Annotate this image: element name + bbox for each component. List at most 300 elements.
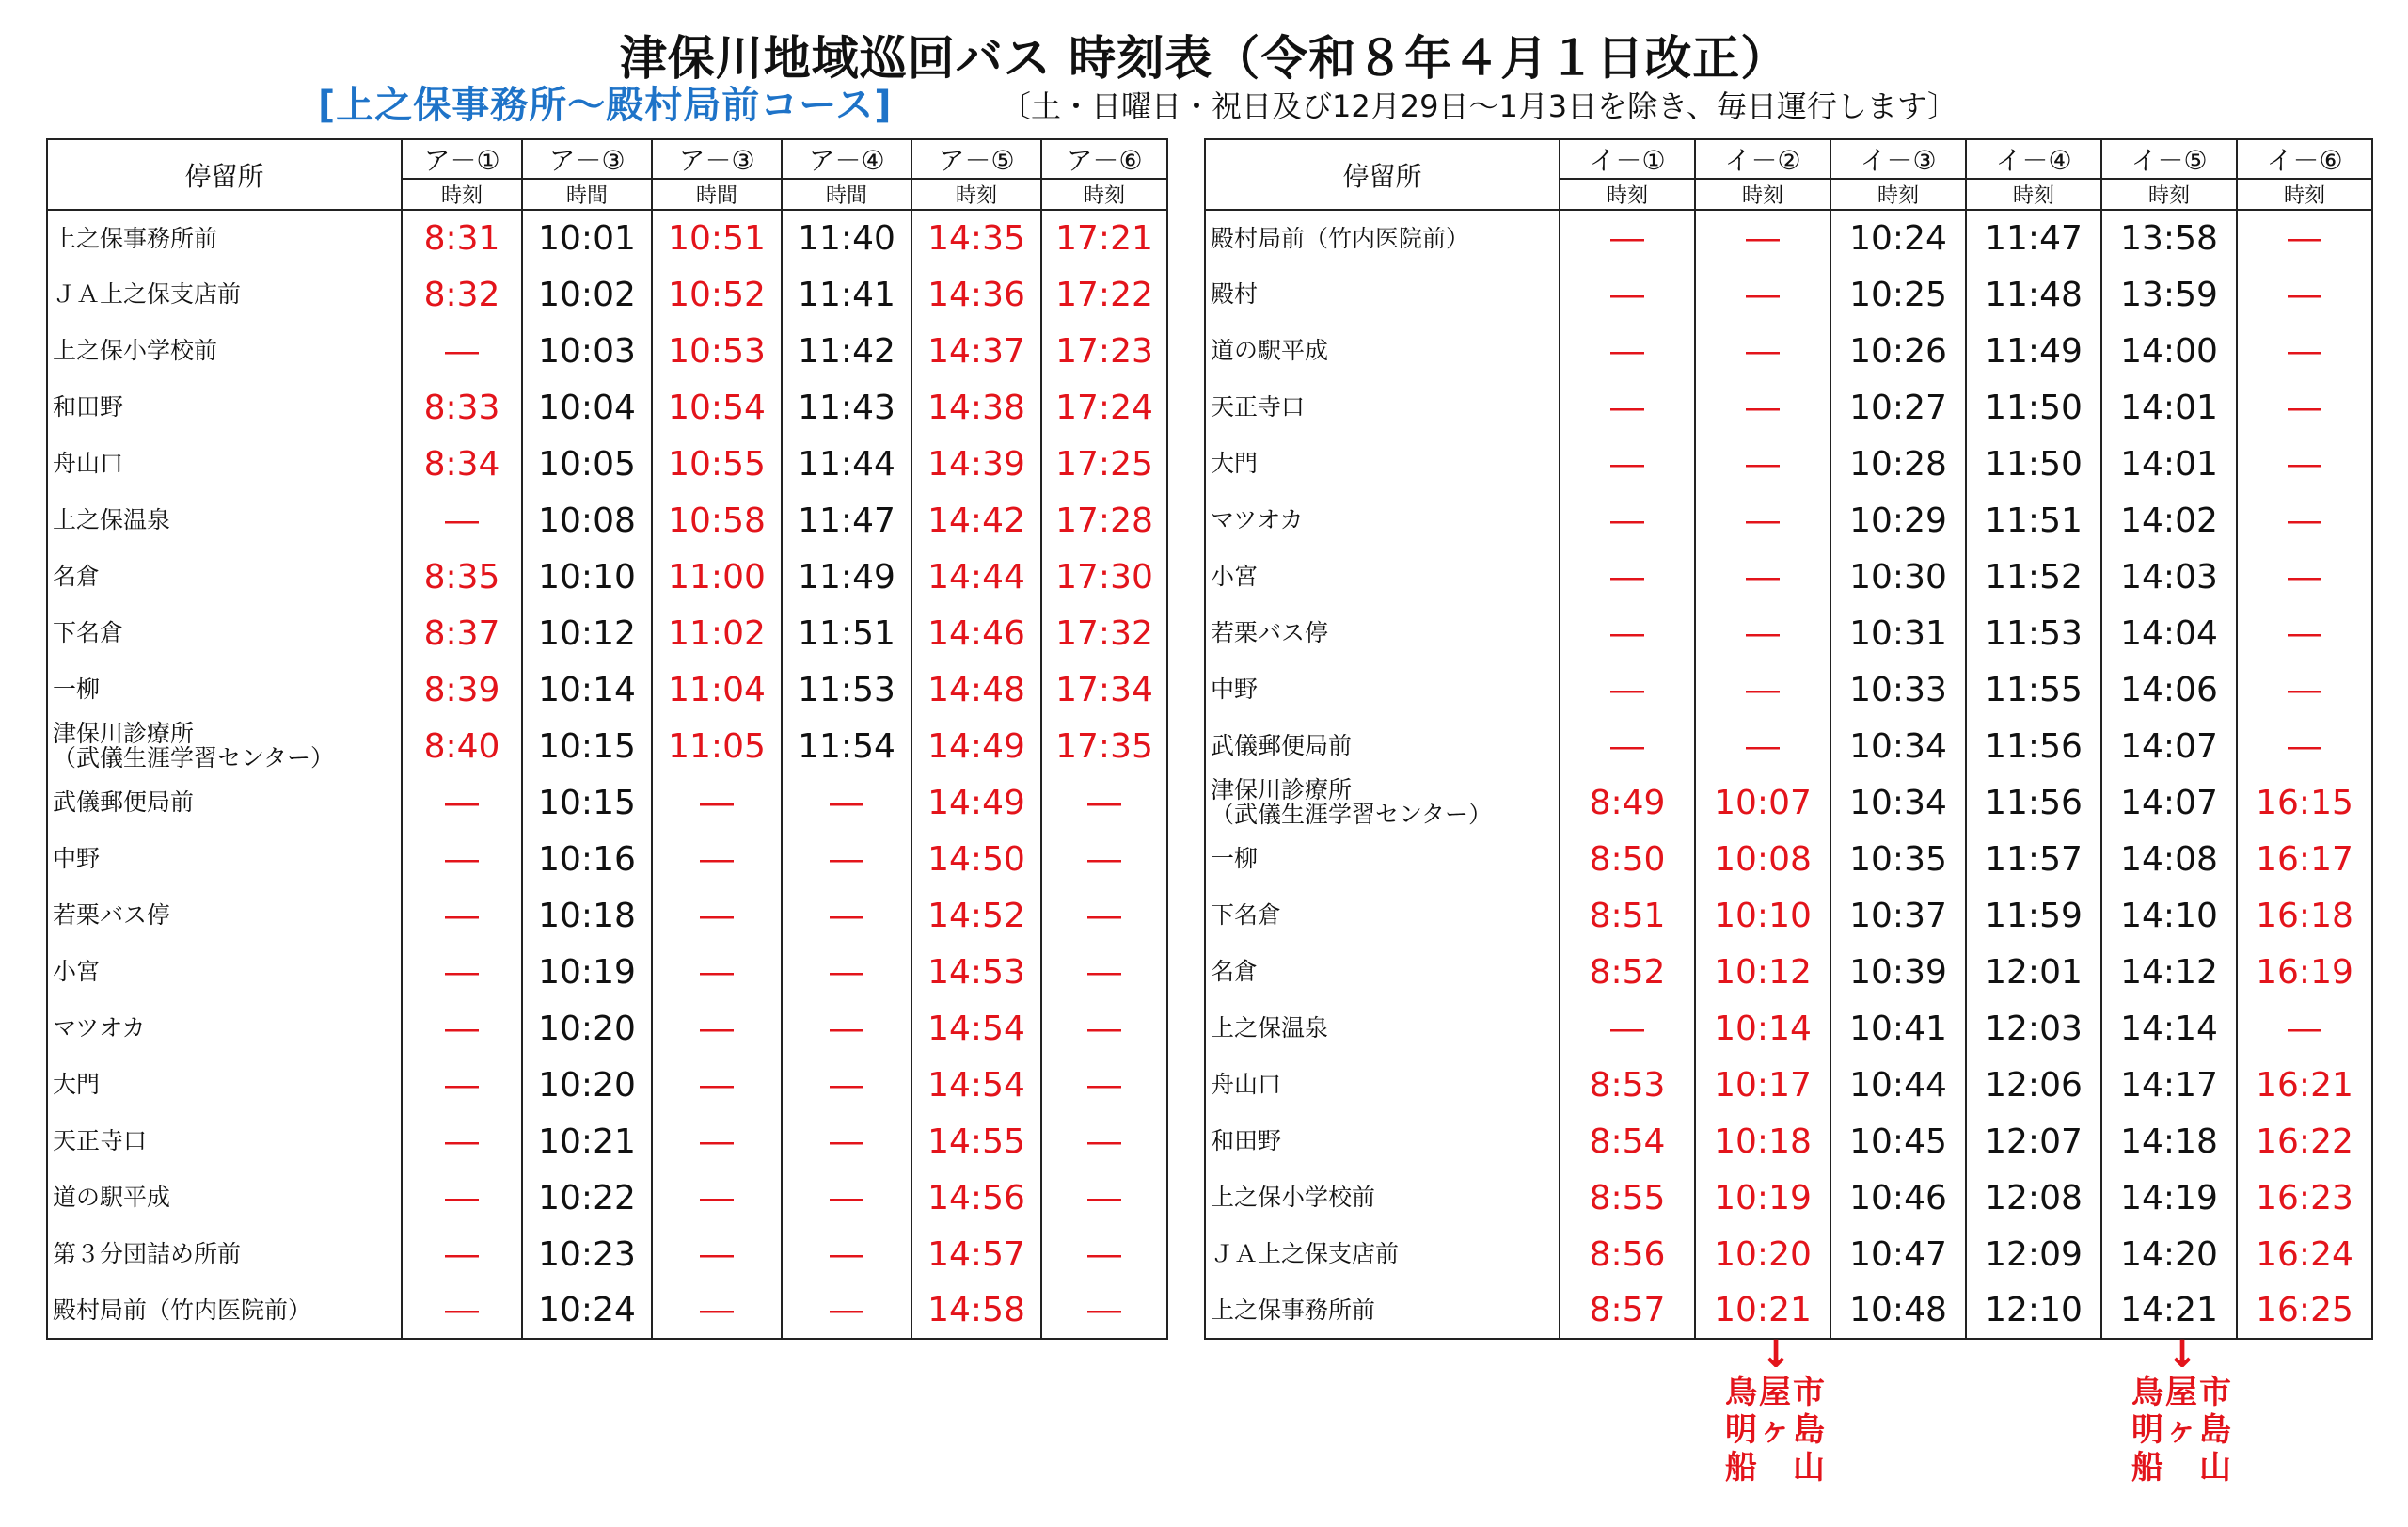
departure-time: 14:39 [911,436,1041,492]
departure-time: 14:35 [911,210,1041,266]
departure-time: ― [2237,323,2372,379]
timetable-row [1205,1282,2372,1339]
route-header: イ－① [1560,139,1695,179]
stop-name [1205,1226,1560,1282]
timetable-row [1205,944,2372,1000]
departure-time: ― [1041,831,1167,887]
departure-time: 10:23 [522,1226,652,1282]
departure-time: 14:21 [2101,1282,2237,1339]
departure-time: 11:55 [1966,661,2101,718]
stop-name-text: ＪＡ上之保支店前 [53,280,242,308]
timetable-row [1205,718,2372,774]
departure-time: 8:35 [402,549,522,605]
stop-name-text: 和田野 [53,393,124,421]
departure-time: 10:15 [522,718,652,774]
departure-time: 8:34 [402,436,522,492]
timetable-row [47,1113,1167,1169]
departure-time: 17:28 [1041,492,1167,549]
stop-name-text: 天正寺口 [53,1127,148,1154]
departure-time: 14:01 [2101,379,2237,436]
departure-time: 8:33 [402,379,522,436]
departure-time: 17:24 [1041,379,1167,436]
departure-time: 12:07 [1966,1113,2101,1169]
left-timetable [46,138,1168,1340]
stop-name-text: 舟山口 [53,450,124,477]
departure-time: ― [1695,718,1830,774]
departure-time: ― [1041,1226,1167,1282]
departure-time: 14:10 [2101,887,2237,944]
route-subheader: 時間 [522,179,652,210]
timetable-row [1205,436,2372,492]
departure-time: 8:49 [1560,774,1695,831]
departure-time: 8:32 [402,266,522,323]
departure-time: ― [1041,1169,1167,1226]
departure-time: ― [652,1169,782,1226]
departure-time: ― [402,1169,522,1226]
departure-time: 14:00 [2101,323,2237,379]
departure-time: ― [1695,436,1830,492]
departure-time: 17:35 [1041,718,1167,774]
departure-time: 10:04 [522,379,652,436]
departure-time: 10:58 [652,492,782,549]
departure-time: 14:55 [911,1113,1041,1169]
departure-time: ― [652,1057,782,1113]
stop-name-text: 上之保温泉 [53,506,171,533]
departure-time: ― [652,1226,782,1282]
departure-time: 8:37 [402,605,522,661]
departure-time: ― [652,1113,782,1169]
departure-time: ― [782,1000,911,1057]
stop-name-text: 一柳 [53,676,101,703]
departure-time: 8:40 [402,718,522,774]
timetable-row [1205,661,2372,718]
departure-time: 8:31 [402,210,522,266]
stop-name-text: 上之保事務所前 [1211,1296,1376,1324]
timetable-row [1205,1000,2372,1057]
departure-time: 11:49 [1966,323,2101,379]
route-header: イ－⑥ [2237,139,2372,179]
departure-time: 14:04 [2101,605,2237,661]
route-header: イ－⑤ [2101,139,2237,179]
departure-time: 14:07 [2101,718,2237,774]
stop-name-text: 下名倉 [53,619,124,646]
departure-time: 14:42 [911,492,1041,549]
stop-name-text: 名倉 [1211,958,1259,985]
route-subheader: 時刻 [1966,179,2101,210]
departure-time: ― [782,887,911,944]
departure-time: ― [1041,1000,1167,1057]
timetable-row [47,266,1167,323]
departure-time: ― [402,1282,522,1339]
departure-time: ― [2237,549,2372,605]
stop-name [1205,492,1560,549]
departure-time: 11:56 [1966,774,2101,831]
departure-time: 11:57 [1966,831,2101,887]
departure-time: 8:52 [1560,944,1695,1000]
departure-time: ― [2237,266,2372,323]
operation-note: 〔土・日曜日・祝日及び12月29日～1月3日を除き、毎日運行します〕 [1001,88,1957,124]
departure-time: 17:32 [1041,605,1167,661]
departure-time: 12:03 [1966,1000,2101,1057]
stop-name [1205,944,1560,1000]
departure-time: ― [2237,210,2372,266]
stop-name-text: ＪＡ上之保支店前 [1211,1240,1400,1267]
departure-time: 14:38 [911,379,1041,436]
stop-name [47,831,402,887]
stop-name [1205,661,1560,718]
route-subheader: 時刻 [1041,179,1167,210]
route-header: ア－⑤ [911,139,1041,179]
timetable-row [47,1282,1167,1339]
stop-name-text: 道の駅平成 [1211,337,1329,364]
stop-name [1205,1169,1560,1226]
departure-time: 8:54 [1560,1113,1695,1169]
timetable-row [1205,1226,2372,1282]
departure-time: ― [1041,1113,1167,1169]
departure-time: 11:52 [1966,549,2101,605]
stop-name-text: 武儀郵便局前 [53,788,195,816]
departure-time: 10:18 [1695,1113,1830,1169]
departure-time: 16:24 [2237,1226,2372,1282]
stop-name [1205,266,1560,323]
destination-note-i2 [1715,1333,1837,1487]
departure-time: 10:12 [1695,944,1830,1000]
departure-time: 14:18 [2101,1113,2237,1169]
stop-name-text: 上之保事務所前 [53,224,218,252]
departure-time: 10:24 [522,1282,652,1339]
timetable-row [1205,266,2372,323]
departure-time: 14:54 [911,1057,1041,1113]
departure-time: 10:15 [522,774,652,831]
stop-name-text: 名倉 [53,563,101,590]
departure-time: 11:04 [652,661,782,718]
stop-name [47,1000,402,1057]
stop-name [1205,605,1560,661]
departure-time: ― [402,944,522,1000]
departure-time: 8:57 [1560,1282,1695,1339]
timetable-row [47,661,1167,718]
departure-time: 10:03 [522,323,652,379]
departure-time: 10:14 [522,661,652,718]
departure-time: 14:03 [2101,549,2237,605]
departure-time: ― [1560,549,1695,605]
departure-time: 14:20 [2101,1226,2237,1282]
stop-name [1205,379,1560,436]
departure-time: 8:50 [1560,831,1695,887]
departure-time: ― [782,1113,911,1169]
departure-time: 10:10 [1695,887,1830,944]
route-subheader: 時刻 [1695,179,1830,210]
departure-time: 10:14 [1695,1000,1830,1057]
stop-name [47,1282,402,1339]
departure-time: 14:48 [911,661,1041,718]
stop-name-text: 大門 [1211,450,1259,477]
departure-time: ― [1695,323,1830,379]
stop-name [47,549,402,605]
departure-time: ― [1560,661,1695,718]
departure-time: 17:22 [1041,266,1167,323]
departure-time: 11:53 [1966,605,2101,661]
departure-time: ― [402,774,522,831]
stop-name [1205,718,1560,774]
departure-time: ― [2237,661,2372,718]
stop-name-text: 道の駅平成 [53,1184,171,1211]
stop-name-text: 中野 [1211,676,1259,703]
departure-time: ― [1560,436,1695,492]
departure-time: ― [402,1226,522,1282]
down-arrow-icon: ↓ [2166,1333,2198,1376]
route-header: イ－③ [1830,139,1966,179]
departure-time: ― [782,1226,911,1282]
departure-time: ― [1560,323,1695,379]
departure-time: 14:54 [911,1000,1041,1057]
stop-name-text: 大門 [53,1071,101,1098]
stop-name [47,887,402,944]
departure-time: 8:53 [1560,1057,1695,1113]
stop-name-text: 一柳 [1211,845,1259,872]
route-header: イ－② [1695,139,1830,179]
departure-time: 14:46 [911,605,1041,661]
timetable-row [1205,774,2372,831]
departure-time: 10:21 [522,1113,652,1169]
timetable-row [47,323,1167,379]
stop-name [1205,1282,1560,1339]
departure-time: ― [782,1169,911,1226]
departure-time: ― [1560,605,1695,661]
timetable-row [1205,492,2372,549]
destination-line: 船 山 [2131,1449,2233,1487]
departure-time: 14:06 [2101,661,2237,718]
departure-time: ― [2237,379,2372,436]
departure-time: 11:47 [1966,210,2101,266]
departure-time: 10:52 [652,266,782,323]
departure-time: 10:01 [522,210,652,266]
stop-name-text: 下名倉 [1211,901,1282,929]
stop-name-text: 第３分団詰め所前 [53,1240,242,1267]
departure-time: ― [1560,718,1695,774]
stop-name [1205,831,1560,887]
departure-time: 8:56 [1560,1226,1695,1282]
departure-time: ― [1695,661,1830,718]
destination-line: 船 山 [1725,1449,1827,1487]
departure-time: 11:54 [782,718,911,774]
stop-name [1205,549,1560,605]
departure-time: 10:28 [1830,436,1966,492]
timetable-row [47,549,1167,605]
departure-time: ― [782,831,911,887]
timetable-row [1205,549,2372,605]
departure-time: 12:06 [1966,1057,2101,1113]
departure-time: 10:34 [1830,718,1966,774]
departure-time: 10:18 [522,887,652,944]
departure-time: 10:10 [522,549,652,605]
departure-time: ― [402,492,522,549]
departure-time: ― [1695,266,1830,323]
stop-name [1205,774,1560,831]
departure-time: ― [402,1000,522,1057]
stop-name [47,718,402,774]
timetable-row [47,1226,1167,1282]
departure-time: 11:44 [782,436,911,492]
departure-time: ― [1041,944,1167,1000]
departure-time: 11:51 [782,605,911,661]
timetable-row [47,1169,1167,1226]
stop-name [47,379,402,436]
stop-name-text: 若栗バス停 [53,901,171,929]
timetable-row [47,436,1167,492]
departure-time: 11:00 [652,549,782,605]
stop-name [1205,323,1560,379]
departure-time: 10:20 [522,1057,652,1113]
stop-name [1205,210,1560,266]
destination-line: 鳥屋市 [2131,1374,2233,1411]
route-subheader: 時刻 [402,179,522,210]
timetable-row [1205,379,2372,436]
route-subheader: 時間 [782,179,911,210]
departure-time: 14:50 [911,831,1041,887]
departure-time: ― [1041,1057,1167,1113]
departure-time: 10:17 [1695,1057,1830,1113]
timetable-row [1205,605,2372,661]
departure-time: 14:19 [2101,1169,2237,1226]
departure-time: 13:59 [2101,266,2237,323]
departure-time: 17:34 [1041,661,1167,718]
timetable-row [47,774,1167,831]
departure-time: 12:08 [1966,1169,2101,1226]
stop-name [47,1113,402,1169]
departure-time: ― [782,1057,911,1113]
down-arrow-icon: ↓ [1760,1333,1792,1376]
departure-time: 10:20 [522,1000,652,1057]
timetable-row [1205,323,2372,379]
stop-name [47,492,402,549]
route-subheader: 時刻 [1830,179,1966,210]
departure-time: 11:42 [782,323,911,379]
departure-time: 11:59 [1966,887,2101,944]
departure-time: 11:49 [782,549,911,605]
departure-time: 8:55 [1560,1169,1695,1226]
destination-line: 鳥屋市 [1725,1374,1827,1411]
route-header: ア－① [402,139,522,179]
departure-time: 16:15 [2237,774,2372,831]
departure-time: ― [1041,887,1167,944]
timetable-row [47,887,1167,944]
stop-name-text: 舟山口 [1211,1071,1282,1098]
departure-time: ― [782,944,911,1000]
stop-name [47,210,402,266]
stop-name [47,1226,402,1282]
timetable-row [1205,1169,2372,1226]
timetable-row [47,1057,1167,1113]
departure-time: 11:56 [1966,718,2101,774]
stop-name [47,266,402,323]
departure-time: 11:48 [1966,266,2101,323]
departure-time: ― [652,831,782,887]
departure-time: 10:39 [1830,944,1966,1000]
departure-time: 11:50 [1966,436,2101,492]
departure-time: 16:22 [2237,1113,2372,1169]
departure-time: ― [2237,492,2372,549]
stop-name [47,661,402,718]
departure-time: 17:30 [1041,549,1167,605]
timetable-row [47,1000,1167,1057]
departure-time: 11:40 [782,210,911,266]
departure-time: 10:54 [652,379,782,436]
departure-time: ― [2237,718,2372,774]
stop-name-text: 天正寺口 [1211,393,1306,421]
stop-name-text: 上之保温泉 [1211,1014,1329,1042]
departure-time: 14:01 [2101,436,2237,492]
departure-time: 10:31 [1830,605,1966,661]
departure-time: 10:20 [1695,1226,1830,1282]
departure-time: 14:37 [911,323,1041,379]
departure-time: ― [1560,210,1695,266]
departure-time: 10:24 [1830,210,1966,266]
departure-time: 14:08 [2101,831,2237,887]
departure-time: 10:26 [1830,323,1966,379]
destination-line: 明ヶ島 [1725,1411,1827,1449]
departure-time: 14:52 [911,887,1041,944]
departure-time: ― [1041,774,1167,831]
route-subheader: 時刻 [1560,179,1695,210]
departure-time: 14:12 [2101,944,2237,1000]
departure-time: 10:47 [1830,1226,1966,1282]
departure-time: 16:17 [2237,831,2372,887]
departure-time: 10:48 [1830,1282,1966,1339]
departure-time: 8:51 [1560,887,1695,944]
departure-time: 16:21 [2237,1057,2372,1113]
stop-name-text: 若栗バス停 [1211,619,1329,646]
departure-time: 14:07 [2101,774,2237,831]
stop-name-text: 殿村局前（竹内医院前） [1211,224,1470,252]
stop-name-text: 殿村局前（竹内医院前） [53,1296,312,1324]
timetable-row [47,944,1167,1000]
departure-time: 12:01 [1966,944,2101,1000]
route-header: ア－③ [652,139,782,179]
departure-time: 10:08 [522,492,652,549]
departure-time: 10:05 [522,436,652,492]
departure-time: 17:23 [1041,323,1167,379]
departure-time: 10:08 [1695,831,1830,887]
timetable-row [1205,887,2372,944]
departure-time: 13:58 [2101,210,2237,266]
departure-time: ― [402,1057,522,1113]
departure-time: 11:47 [782,492,911,549]
stop-name-text: 小宮 [1211,563,1259,590]
route-header: ア－⑥ [1041,139,1167,179]
departure-time: ― [402,831,522,887]
departure-time: ― [1560,266,1695,323]
departure-time: 11:50 [1966,379,2101,436]
stop-name-text: 中野 [53,845,101,872]
timetable-row [47,379,1167,436]
stop-name-text: 上之保小学校前 [53,337,218,364]
departure-time: 16:19 [2237,944,2372,1000]
departure-time: 10:53 [652,323,782,379]
destination-note-i5 [2121,1333,2243,1487]
departure-time: 14:56 [911,1169,1041,1226]
stop-name [1205,1057,1560,1113]
stop-name [47,774,402,831]
stop-name [47,1057,402,1113]
departure-time: ― [1695,549,1830,605]
stop-column-header: 停留所 [1205,139,1560,210]
departure-time: 10:44 [1830,1057,1966,1113]
departure-time: ― [402,323,522,379]
departure-time: ― [1695,210,1830,266]
route-subheader: 時間 [652,179,782,210]
departure-time: ― [1560,1000,1695,1057]
